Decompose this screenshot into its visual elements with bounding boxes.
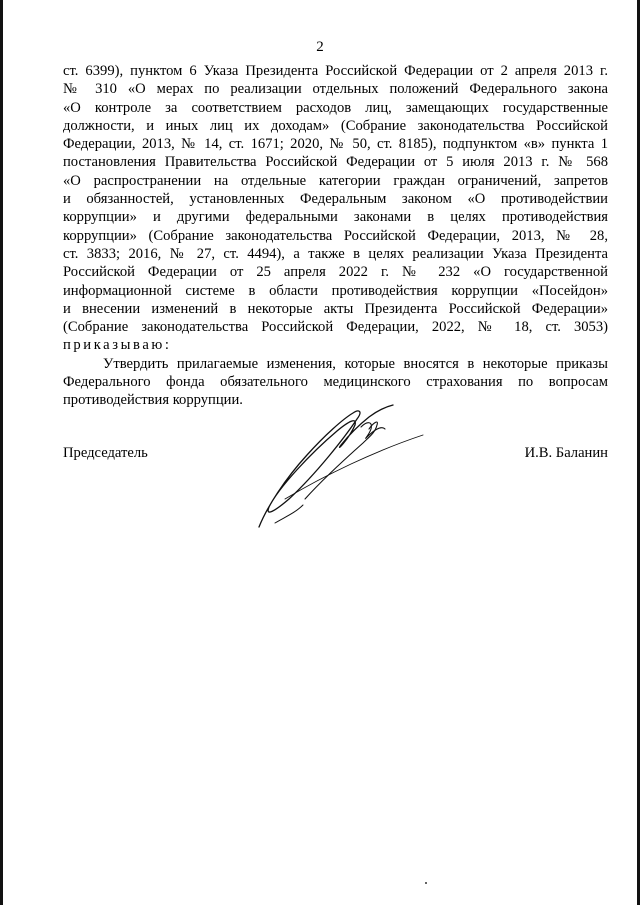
text-line: коррупции» и другими федеральными законами в целях противодействия <box>63 209 608 226</box>
handwritten-signature <box>245 395 435 535</box>
text-line: Федерации, 2013, № 14, ст. 1671; 2020, № 50, ст. 8185), подпунктом «в» пункта 1 <box>63 136 608 153</box>
signatory-title: Председатель <box>63 445 148 461</box>
text-line: и обязанностей, установленных Федеральным законом «О противодействии <box>63 191 608 208</box>
signature-block <box>63 444 608 464</box>
text-line: и внесении изменений в некоторые акты Президента Российской Федерации» <box>63 300 608 317</box>
order-word: приказываю: <box>63 337 172 354</box>
text-line: ст. 6399), пунктом 6 Указа Президента Российской Федерации от 2 апреля 2013 г. <box>63 63 608 79</box>
text-line: должности, и иных лиц их доходам» (Собрание законодательства Российской <box>63 117 608 134</box>
text-line: «О контроле за соответствием расходов лиц, замещающих государственные <box>63 99 608 116</box>
text-line: постановления Правительства Российской Федерации от 5 июля 2013 г. № 568 <box>63 154 608 171</box>
scan-edge-left <box>0 0 3 905</box>
scan-speck <box>425 882 427 884</box>
text-line: № 310 «О мерах по реализации отдельных положений Федерального закона <box>63 81 608 98</box>
text-line: противодействия коррупции. <box>63 392 243 409</box>
text-line: (Собрание законодательства Российской Федерации, 2022, № 18, ст. 3053) <box>63 319 608 336</box>
text-line: Российской Федерации от 25 апреля 2022 г. № 232 «О государственной <box>63 264 608 281</box>
document-body <box>63 62 608 410</box>
text-line: Федерального фонда обязательного медицинского страхования по вопросам <box>63 374 608 391</box>
signatory-name: И.В. Баланин <box>524 445 608 461</box>
text-line: информационной системе в области противодействия коррупции «Посейдон» <box>63 282 608 299</box>
text-line: коррупции» (Собрание законодательства Российской Федерации, 2013, № 28, <box>63 227 608 244</box>
text-line: «О распространении на отдельные категории граждан ограничений, запретов <box>63 172 608 189</box>
text-line: ст. 3833; 2016, № 27, ст. 4494), а также в целях реализации Указа Президента <box>63 245 608 262</box>
page-number: 2 <box>316 39 324 55</box>
text-line: Утвердить прилагаемые изменения, которые вносятся в некоторые приказы <box>103 355 608 372</box>
